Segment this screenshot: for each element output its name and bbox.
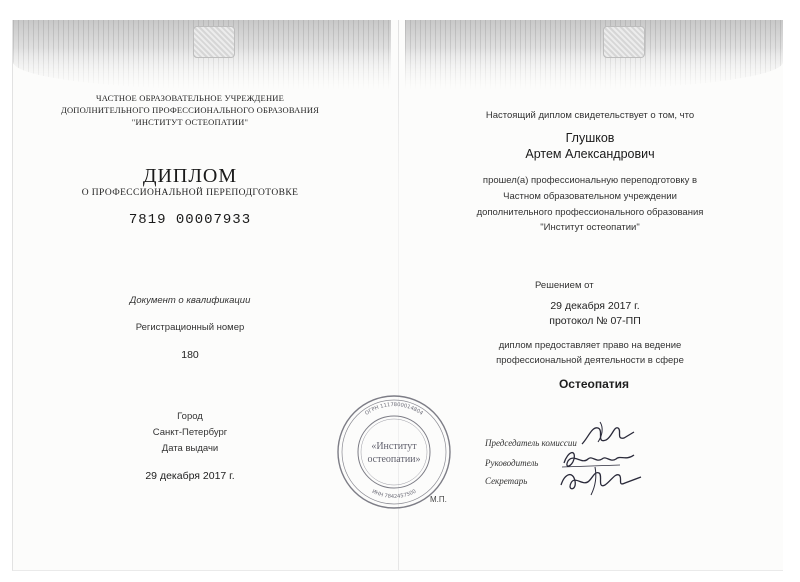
issue-date: 29 декабря 2017 г. bbox=[145, 470, 235, 482]
seal-ogrn: ОГРН 1117800014804 bbox=[364, 401, 424, 417]
protocol-number: протокол № 07-ПП bbox=[549, 315, 641, 327]
seal-center-line-2: остеопатии» bbox=[367, 454, 421, 465]
secretary-label: Секретарь bbox=[485, 476, 528, 486]
training-line-4: "Институт остеопатии" bbox=[540, 222, 640, 233]
official-seal bbox=[335, 393, 453, 511]
issue-date-label: Дата выдачи bbox=[161, 443, 219, 454]
head-label: Руководитель bbox=[485, 458, 539, 468]
training-line-3: дополнительного профессионального образования bbox=[476, 207, 704, 218]
seal-mp-label: М.П. bbox=[430, 495, 447, 504]
emblem-icon bbox=[193, 26, 235, 58]
secretary-signature bbox=[555, 465, 645, 497]
document-title: ДИПЛОМ bbox=[142, 165, 238, 187]
seal-center-line-1: «Институт bbox=[371, 441, 417, 452]
training-line-1: прошел(а) профессиональную переподготовку в bbox=[482, 175, 698, 186]
org-line-1: ЧАСТНОЕ ОБРАЗОВАТЕЛЬНОЕ УЧРЕЖДЕНИЕ bbox=[95, 93, 285, 103]
document-subtitle: О ПРОФЕССИОНАЛЬНОЙ ПЕРЕПОДГОТОВКЕ bbox=[81, 188, 299, 198]
org-line-3: "ИНСТИТУТ ОСТЕОПАТИИ" bbox=[131, 117, 249, 127]
org-line-2: ДОПОЛНИТЕЛЬНОГО ПРОФЕССИОНАЛЬНОГО ОБРАЗОВАНИЯ bbox=[60, 105, 320, 115]
recipient-surname: Глушков bbox=[565, 131, 615, 145]
rights-line-1: диплом предоставляет право на ведение bbox=[498, 340, 682, 351]
registration-label: Регистрационный номер bbox=[135, 322, 245, 333]
qualification-field: Остеопатия bbox=[558, 377, 630, 391]
decision-label: Решением от bbox=[535, 280, 594, 291]
emblem-icon bbox=[603, 26, 645, 58]
seal-inn: ИНН 7842457500 bbox=[370, 488, 418, 501]
commission-chair-label: Председатель комиссии bbox=[485, 438, 577, 448]
decision-date: 29 декабря 2017 г. bbox=[550, 300, 640, 312]
registration-number: 180 bbox=[181, 349, 199, 361]
intro-text: Настоящий диплом свидетельствует о том, что bbox=[485, 110, 695, 121]
svg-text:ИНН 7842457500 bbox=[371, 489, 417, 500]
rights-line-2: профессиональной деятельности в сфере bbox=[496, 355, 684, 366]
training-line-2: Частном образовательном учреждении bbox=[503, 191, 677, 202]
decorative-header-band-right bbox=[405, 20, 783, 90]
document-type: Документ о квалификации bbox=[129, 295, 251, 306]
city-label: Город bbox=[177, 411, 203, 422]
diploma-number: 7819 00007933 bbox=[128, 212, 252, 228]
city-value: Санкт-Петербург bbox=[152, 427, 228, 438]
recipient-given-names: Артем Александрович bbox=[525, 147, 655, 161]
